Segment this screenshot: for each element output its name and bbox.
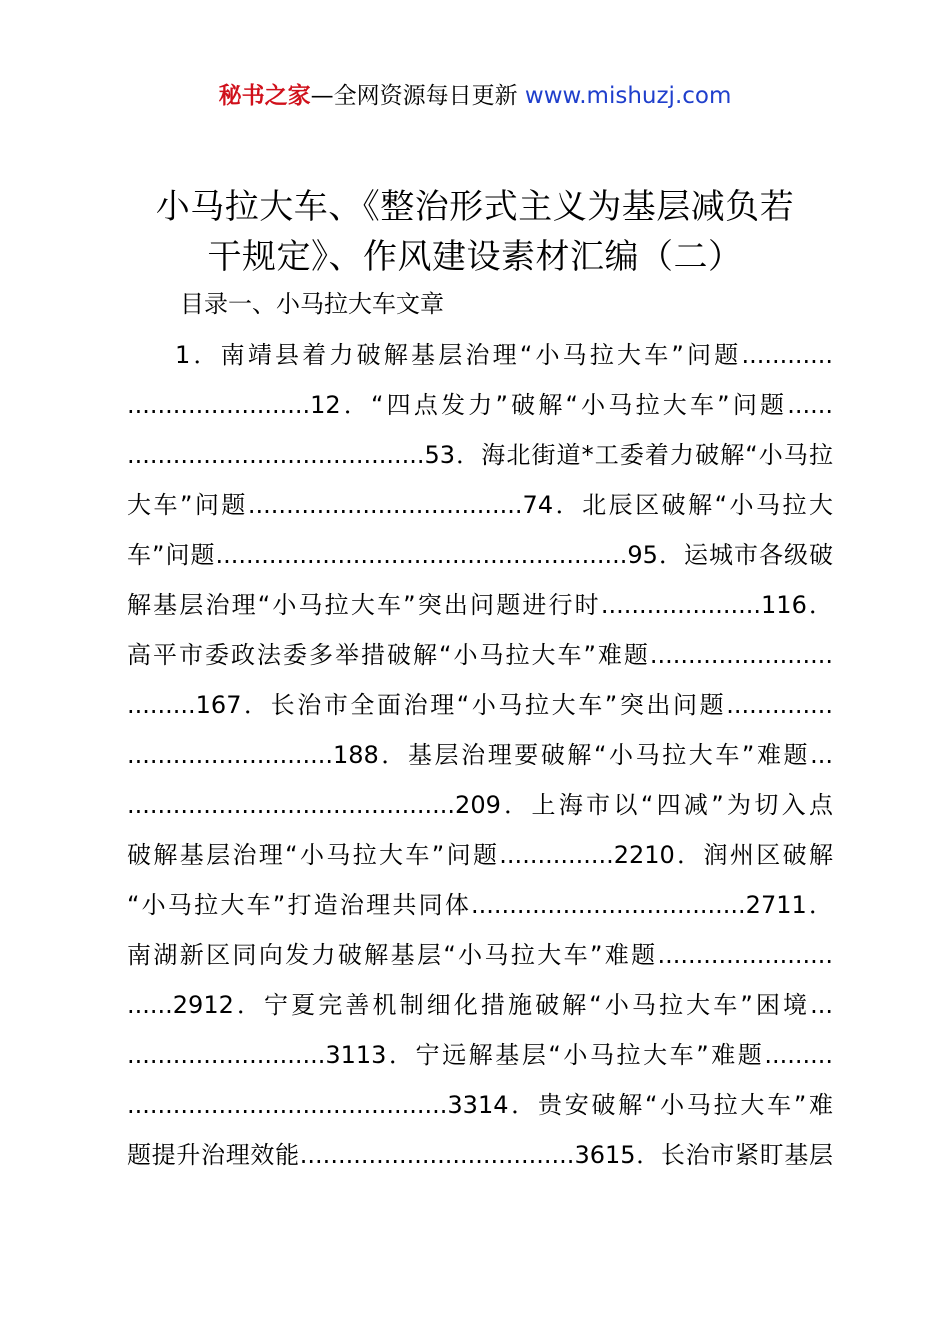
toc-line: ........................12．“四点发力”破解“小马拉大车”问题...... bbox=[127, 391, 833, 419]
toc-line: 高平市委政法委多举措破解“小马拉大车”难题........................ bbox=[127, 641, 833, 669]
toc-line: .........167．长治市全面治理“小马拉大车”突出问题.............. bbox=[127, 691, 833, 719]
title-line-1: 小马拉大车、《整治形式主义为基层减负若 bbox=[155, 187, 795, 227]
toc-line: 车”问题......................................................95．运城市各级破 bbox=[127, 541, 833, 569]
toc-line: ...........................................209．上海市以“四减”为切入点 bbox=[127, 791, 833, 819]
toc-line: 破解基层治理“小马拉大车”问题...............2210．润州区破解 bbox=[127, 841, 833, 869]
toc-heading: 目录一、小马拉大车文章 bbox=[180, 290, 444, 318]
toc-line: ..........................................3314．贵安破解“小马拉大车”难 bbox=[127, 1091, 833, 1119]
title-line-2: 干规定》、作风建设素材汇编（二） bbox=[207, 237, 743, 277]
toc-line: .......................................53．海北街道*工委着力破解“小马拉 bbox=[127, 441, 833, 469]
site-header bbox=[0, 80, 950, 112]
site-brand: 秘书之家 bbox=[218, 83, 311, 109]
toc-body bbox=[127, 330, 833, 1180]
toc-line: 南湖新区同向发力破解基层“小马拉大车”难题....................... bbox=[127, 941, 833, 969]
toc-line: 解基层治理“小马拉大车”突出问题进行时.....................116． bbox=[127, 591, 833, 619]
site-slogan: —全网资源每日更新 bbox=[310, 83, 518, 109]
site-url[interactable]: www.mishuzj.com bbox=[517, 83, 732, 109]
toc-line: “小马拉大车”打造治理共同体....................................2711． bbox=[127, 891, 833, 919]
toc-line: 题提升治理效能....................................3615．长治市紧盯基层 bbox=[127, 1141, 833, 1169]
toc-line: ......2912．宁夏完善机制细化措施破解“小马拉大车”困境... bbox=[127, 991, 833, 1019]
toc-line: ..........................3113．宁远解基层“小马拉大车”难题......... bbox=[127, 1041, 833, 1069]
toc-line: ...........................188．基层治理要破解“小马拉大车”难题... bbox=[127, 741, 833, 769]
toc-line: 大车”问题....................................74．北辰区破解“小马拉大 bbox=[127, 491, 833, 519]
document-title bbox=[120, 182, 830, 282]
toc-line: 1．南靖县着力破解基层治理“小马拉大车”问题............ bbox=[175, 341, 833, 369]
